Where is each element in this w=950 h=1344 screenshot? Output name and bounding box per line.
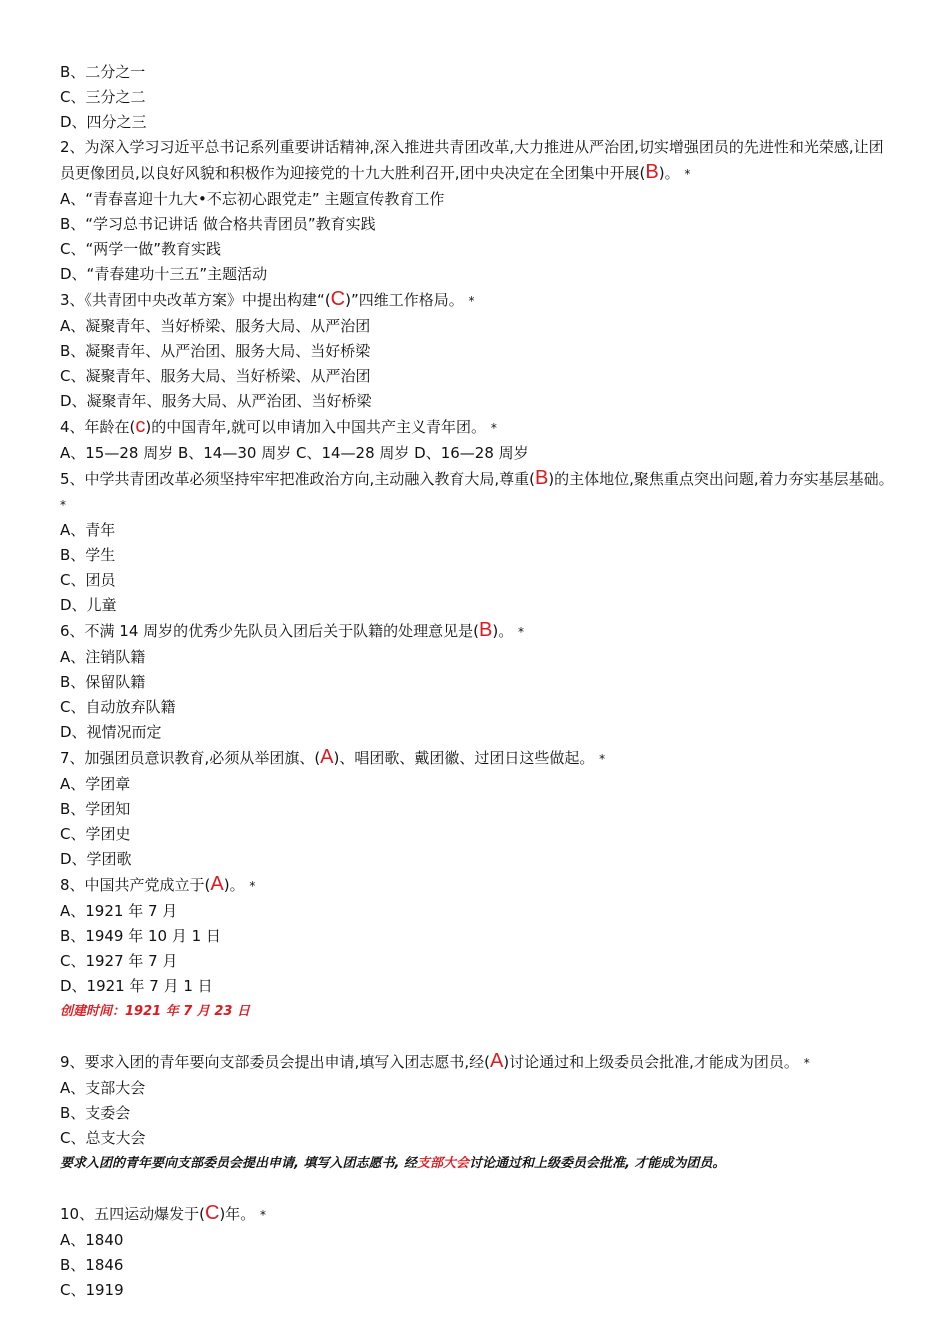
option-c: C、1927 年 7 月 [60, 952, 178, 970]
answer-note: 创建时间：1921 年 7 月 23 日 [60, 1004, 250, 1019]
option-a: A、1840 [60, 1231, 124, 1249]
question-8 [60, 872, 896, 899]
quiz-document [60, 60, 896, 1303]
answer-mark: C [330, 288, 346, 310]
option-a: A、“青春喜迎十九大•不忘初心跟党走” 主题宣传教育工作 [60, 190, 445, 208]
spacer [60, 1024, 896, 1049]
answer-mark: B [479, 619, 493, 641]
option-d: D、儿童 [60, 596, 117, 614]
option-c: C、学团史 [60, 825, 131, 843]
question-text-end: )”四维工作格局。 [345, 291, 464, 309]
question-text: 5、中学共青团改革必须坚持牢牢把准政治方向,主动融入教育大局,尊重( [60, 470, 535, 488]
note-text: 要求入团的青年要向支部委员会提出申请, 填写入团志愿书, 经 [60, 1156, 417, 1171]
note-text-end: 讨论通过和上级委员会批准, 才能成为团员。 [468, 1156, 726, 1171]
option-c: C、自动放弃队籍 [60, 698, 176, 716]
question-text-end: )的主体地位,聚焦重点突出问题,着力夯实基层基础。 [548, 470, 894, 488]
answer-mark: A [489, 1050, 504, 1072]
option-d: D、四分之三 [60, 113, 147, 131]
answer-mark: C [204, 1202, 220, 1224]
question-text-end: )的中国青年,就可以申请加入中国共产主义青年团。 [145, 418, 487, 436]
answer-note [60, 1151, 896, 1176]
option-c: C、“两学一做”教育实践 [60, 240, 222, 258]
question-text: 8、中国共产党成立于( [60, 876, 211, 894]
question-text-end: )。 [223, 876, 245, 894]
question-9 [60, 1049, 896, 1076]
required-star: * [490, 421, 497, 435]
question-4 [60, 414, 896, 441]
required-star: * [60, 498, 66, 512]
question-text: 6、不满 14 周岁的优秀少先队员入团后关于队籍的处理意见是( [60, 622, 480, 640]
option-b: B、保留队籍 [60, 673, 146, 691]
required-star: * [599, 752, 606, 766]
question-10 [60, 1201, 896, 1228]
option-c: C、团员 [60, 571, 116, 589]
option-d: D、视情况而定 [60, 723, 162, 741]
option-b: B、“学习总书记讲话 做合格共青团员”教育实践 [60, 215, 376, 233]
option-b: B、二分之一 [60, 63, 146, 81]
question-text-end: )年。 [219, 1205, 256, 1223]
option-d: D、1921 年 7 月 1 日 [60, 977, 213, 995]
question-7 [60, 745, 896, 772]
option-a: A、凝聚青年、当好桥梁、服务大局、从严治团 [60, 317, 371, 335]
answer-mark: A [210, 873, 224, 895]
question-text: 2、为深入学习习近平总书记系列重要讲话精神,深入推进共青团改革,大力推进从严治团,切实增强团员的先进性和光荣感,让团员更像团员,以良好风貌和积极作为迎接党的十九大胜利召开,团中央决定在全团集中开展( [60, 138, 884, 182]
required-star: * [249, 879, 256, 893]
question-text: 9、要求入团的青年要向支部委员会提出申请,填写入团志愿书,经( [60, 1053, 490, 1071]
question-text: 10、五四运动爆发于( [60, 1205, 205, 1223]
required-star: * [468, 294, 475, 308]
option-d: D、学团歌 [60, 850, 132, 868]
answer-mark: B [534, 467, 549, 489]
question-text: 3、《共青团中央改革方案》中提出构建“( [60, 291, 331, 309]
option-line: A、15—28 周岁 B、14—30 周岁 C、14—28 周岁 D、16—28 周岁 [60, 444, 529, 462]
option-a: A、1921 年 7 月 [60, 902, 178, 920]
question-text: 4、年龄在( [60, 418, 136, 436]
question-5 [60, 466, 896, 518]
option-b: B、凝聚青年、从严治团、服务大局、当好桥梁 [60, 342, 371, 360]
required-star: * [260, 1208, 267, 1222]
required-star: * [803, 1056, 810, 1070]
note-highlight: 支部大会 [416, 1156, 469, 1171]
question-text-end: )讨论通过和上级委员会批准,才能成为团员。 [503, 1053, 799, 1071]
spacer [60, 1176, 896, 1201]
question-6 [60, 618, 896, 645]
option-c: C、三分之二 [60, 88, 146, 106]
option-b: B、学团知 [60, 800, 131, 818]
option-b: B、1949 年 10 月 1 日 [60, 927, 221, 945]
option-c: C、凝聚青年、服务大局、当好桥梁、从严治团 [60, 367, 371, 385]
question-3 [60, 287, 896, 314]
question-2 [60, 135, 896, 187]
answer-mark: A [320, 746, 334, 768]
option-b: B、支委会 [60, 1104, 131, 1122]
required-star: * [518, 625, 525, 639]
option-a: A、学团章 [60, 775, 131, 793]
answer-mark: B [645, 161, 659, 183]
question-text-end: )、唱团歌、戴团徽、过团日这些做起。 [333, 749, 595, 767]
option-b: B、学生 [60, 546, 116, 564]
question-text-end: )。 [492, 622, 514, 640]
question-text-end: )。 [658, 164, 680, 182]
option-d: D、“青春建功十三五”主题活动 [60, 265, 268, 283]
option-a: A、支部大会 [60, 1079, 146, 1097]
option-a: A、青年 [60, 521, 116, 539]
option-b: B、1846 [60, 1256, 124, 1274]
option-a: A、注销队籍 [60, 648, 146, 666]
required-star: * [684, 167, 691, 181]
question-text: 7、加强团员意识教育,必须从举团旗、( [60, 749, 321, 767]
option-c: C、总支大会 [60, 1129, 146, 1147]
option-d: D、凝聚青年、服务大局、从严治团、当好桥梁 [60, 392, 372, 410]
option-c: C、1919 [60, 1281, 124, 1299]
answer-mark: c [135, 415, 146, 437]
